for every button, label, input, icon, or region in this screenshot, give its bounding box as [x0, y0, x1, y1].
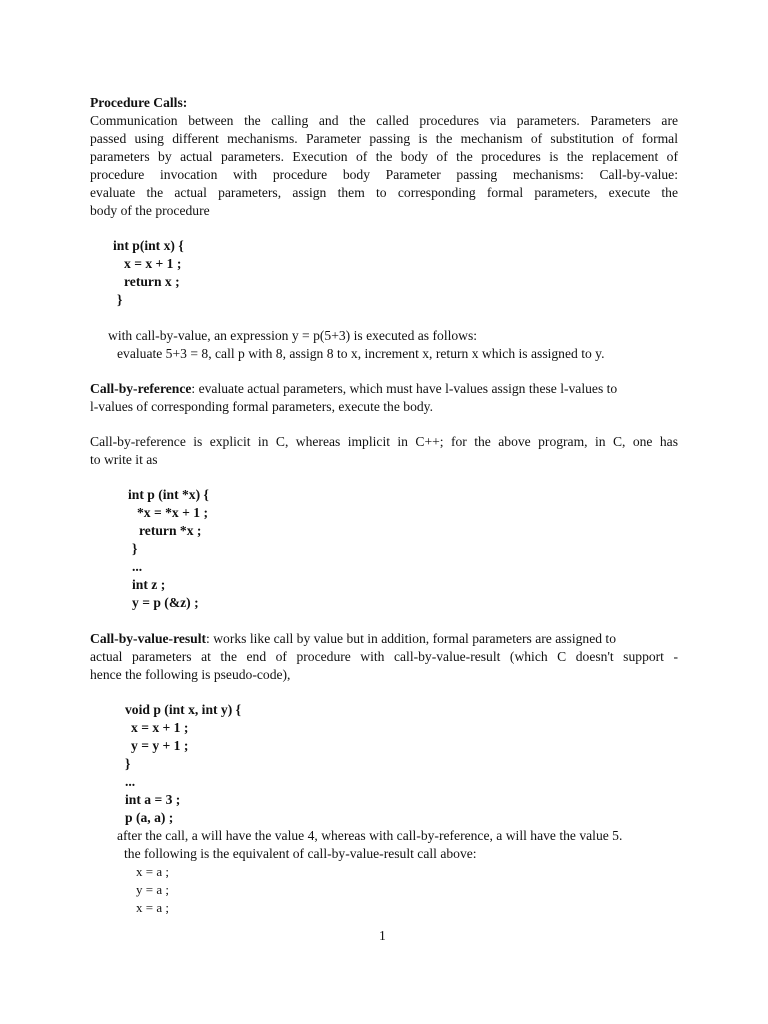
equiv-line-1: x = a ;	[136, 864, 169, 879]
intro-line-6: body of the procedure	[90, 203, 210, 218]
cbvr-line-1	[90, 630, 616, 648]
code3-line-5: ...	[125, 774, 136, 789]
code1-line-4: }	[117, 292, 123, 307]
code3-line-6: int a = 3 ;	[125, 792, 181, 807]
cbr-term: Call-by-reference	[90, 381, 192, 396]
section-heading: Procedure Calls:	[90, 95, 188, 110]
intro-line-2: passed using different mechanisms. Parameter passing is the mechanism of substitution of formal	[90, 131, 678, 146]
cbr-note-line-2: to write it as	[90, 452, 158, 467]
code3-line-2: x = x + 1 ;	[131, 720, 189, 735]
cbvr-line-3: hence the following is pseudo-code),	[90, 667, 291, 682]
code2-line-6: int z ;	[132, 577, 166, 592]
after-line-1: after the call, a will have the value 4, whereas with call-by-reference, a will have the value 5.	[117, 828, 623, 843]
code3-line-4: }	[125, 756, 131, 771]
code2-line-3: return *x ;	[139, 523, 202, 538]
cbv-note-line-1: with call-by-value, an expression y = p(5+3) is executed as follows:	[108, 328, 478, 343]
cbr-rest: : evaluate actual parameters, which must have l-values assign these l-values to	[191, 381, 618, 396]
code2-line-2: *x = *x + 1 ;	[137, 505, 208, 520]
code3-line-3: y = y + 1 ;	[131, 738, 189, 753]
code1-line-2: x = x + 1 ;	[124, 256, 182, 271]
cbr-note-line-1: Call-by-reference is explicit in C, whereas implicit in C++; for the above program, in C, one has	[90, 434, 678, 449]
cbvr-line-2: actual parameters at the end of procedure with call-by-value-result (which C doesn't support -	[90, 649, 678, 664]
code2-line-5: ...	[132, 559, 143, 574]
intro-line-3: parameters by actual parameters. Execution of the body of the procedures is the replacement of	[90, 149, 678, 164]
page-number: 1	[379, 928, 386, 943]
code2-line-4: }	[132, 541, 138, 556]
code3-line-7: p (a, a) ;	[125, 810, 174, 825]
intro-line-4: procedure invocation with procedure body Parameter passing mechanisms: Call-by-value:	[90, 167, 678, 182]
cbr-line-2: l-values of corresponding formal parameters, execute the body.	[90, 399, 433, 414]
code1-line-3: return x ;	[124, 274, 180, 289]
equiv-line-3: x = a ;	[136, 900, 169, 915]
code1-line-1: int p(int x) {	[113, 238, 184, 253]
equiv-line-2: y = a ;	[136, 882, 169, 897]
intro-line-5: evaluate the actual parameters, assign them to corresponding formal parameters, execute the	[90, 185, 678, 200]
after-line-2: the following is the equivalent of call-by-value-result call above:	[124, 846, 477, 861]
code2-line-7: y = p (&z) ;	[132, 595, 199, 610]
intro-line-1: Communication between the calling and the called procedures via parameters. Parameters are	[90, 113, 678, 128]
cbvr-term: Call-by-value-result	[90, 631, 207, 646]
code2-line-1: int p (int *x) {	[128, 487, 209, 502]
cbr-line-1	[90, 380, 617, 398]
cbvr-rest: : works like call by value but in addition, formal parameters are assigned to	[206, 631, 617, 646]
cbv-note-line-2: evaluate 5+3 = 8, call p with 8, assign 8 to x, increment x, return x which is assigned to y.	[117, 346, 605, 361]
code3-line-1: void p (int x, int y) {	[125, 702, 242, 717]
